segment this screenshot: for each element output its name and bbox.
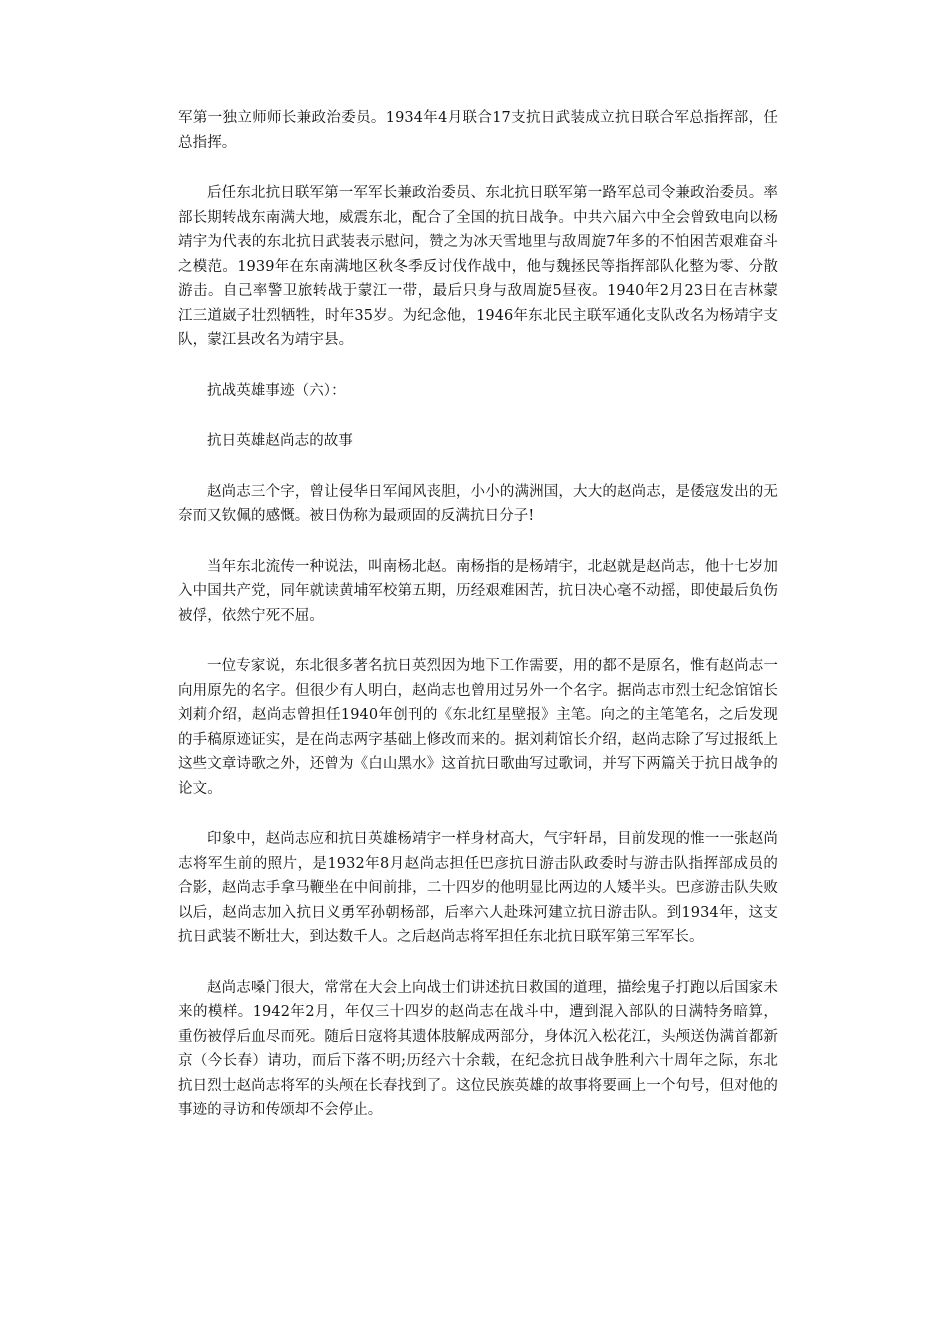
paragraph-south-yang-north-zhao: 当年东北流传一种说法，叫南杨北赵。南杨指的是杨靖宇，北赵就是赵尚志，他十七岁加入中国共产党，同年就读黄埔军校第五期，历经艰难困苦，抗日决心毫不动摇，即使最后负伤被俘，依然宁死不屈。 — [178, 558, 778, 624]
paragraph-intro: 赵尚志三个字，曾让侵华日军闻风丧胆，小小的满洲国，大大的赵尚志，是倭寇发出的无奈而又钦佩的感慨。被日伪称为最顽固的反满抗日分子! — [178, 483, 778, 524]
paragraph-continuation: 军第一独立师师长兼政治委员。1934年4月联合17支抗日武装成立抗日联合军总指挥部，任总指挥。 — [178, 110, 778, 151]
paragraph-pen-name: 一位专家说，东北很多著名抗日英烈因为地下工作需要，用的都不是原名，惟有赵尚志一向用原先的名字。但很少有人明白，赵尚志也曾用过另外一个名字。据尚志市烈士纪念馆馆长刘莉介绍，赵尚志曾担任1940年创刊的《东北红星壁报》主笔。向之的主笔笔名，之后发现的手稿原迹证实，是在尚志两字基础上修改而来的。据刘莉馆长介绍，赵尚志除了写过报纸上这些文章诗歌之外，还曾为《白山黑水》这首抗日歌曲写过歌词，并写下两篇关于抗日战争的论文。 — [178, 658, 778, 797]
section-heading: 抗战英雄事迹（六）： — [207, 382, 346, 399]
paragraph-death: 赵尚志嗓门很大，常常在大会上向战士们讲述抗日救国的道理，描绘鬼子打跑以后国家未来的模样。1942年2月，年仅三十四岁的赵尚志在战斗中，遭到混入部队的日满特务暗算，重伤被俘后血尽而死。随后日寇将其遗体肢解成两部分，身体沉入松花江，头颅送伪满首都新京（今长春）请功，而后下落不明;历经六十余载，在纪念抗日战争胜利六十周年之际，东北抗日烈士赵尚志将军的头颅在长春找到了。这位民族英雄的故事将要画上一个句号，但对他的事迹的寻访和传颂却不会停止。 — [178, 979, 778, 1118]
document-body — [178, 106, 778, 1123]
paragraph-yang-jingyu-bio: 后任东北抗日联军第一军军长兼政治委员、东北抗日联军第一路军总司令兼政治委员。率部长期转战东南满大地，威震东北，配合了全国的抗日战争。中共六届六中全会曾致电向以杨靖宇为代表的东北抗日武装表示慰问，赞之为冰天雪地里与敌周旋7年多的不怕困苦艰难奋斗之模范。1939年在东南满地区秋冬季反讨伐作战中，他与魏拯民等指挥部队化整为零、分散游击。自己率警卫旅转战于蒙江一带，最后只身与敌周旋5昼夜。1940年2月23日在吉林蒙江三道崴子壮烈牺牲，时年35岁。为纪念他，1946年东北民主联军通化支队改名为杨靖宇支队，蒙江县改名为靖宇县。 — [178, 185, 778, 348]
paragraph-photo: 印象中，赵尚志应和抗日英雄杨靖宇一样身材高大，气宇轩昂，目前发现的惟一一张赵尚志将军生前的照片，是1932年8月赵尚志担任巴彦抗日游击队政委时与游击队指挥部成员的合影，赵尚志手拿马鞭坐在中间前排，二十四岁的他明显比两边的人矮半头。巴彦游击队失败以后，赵尚志加入抗日义勇军孙朝杨部，后率六人赴珠河建立抗日游击队。到1934年，这支抗日武装不断壮大，到达数千人。之后赵尚志将军担任东北抗日联军第三军军长。 — [178, 831, 778, 945]
story-title: 抗日英雄赵尚志的故事 — [207, 433, 353, 449]
